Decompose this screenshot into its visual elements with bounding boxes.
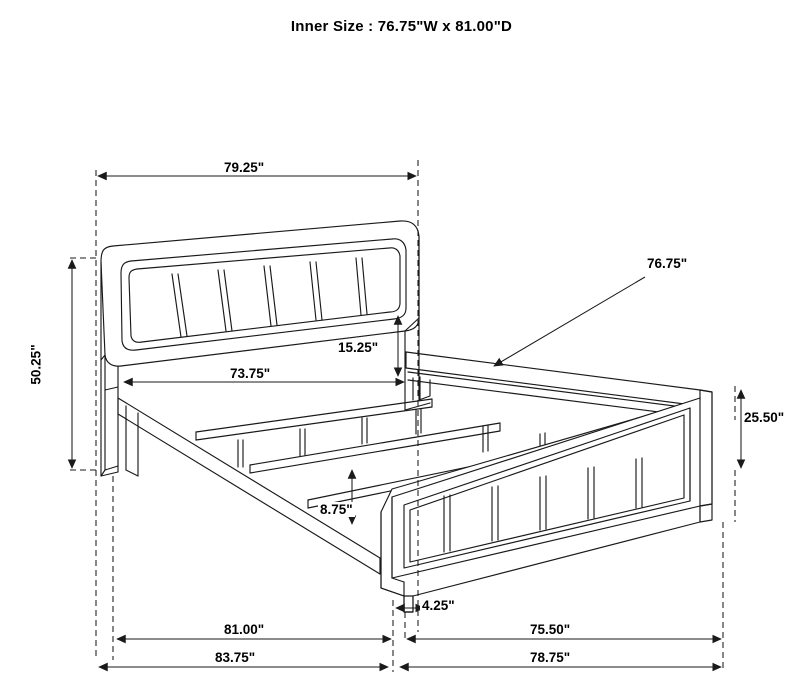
dim-label-bed-length-inner: 81.00"	[224, 622, 265, 637]
dim-label-rail-callout: 76.75"	[647, 256, 688, 271]
dim-label-footboard-width-outer: 78.75"	[530, 650, 571, 665]
dim-label-footboard-height: 25.50"	[744, 410, 785, 425]
bed-outline-group	[101, 221, 712, 612]
dim-label-slat-clearance: 8.75"	[320, 502, 353, 517]
page-title: Inner Size : 76.75"W x 81.00"D	[290, 18, 513, 35]
dim-label-headboard-panel-width: 73.75"	[230, 366, 271, 381]
dim-label-headboard-height: 50.25"	[28, 344, 44, 385]
dim-label-footboard-width-inner: 75.50"	[530, 622, 571, 637]
dim-label-headboard-width-top: 79.25"	[224, 160, 265, 175]
dim-label-foot-post-offset: 4.25"	[422, 598, 455, 613]
dim-label-headboard-panel-height: 15.25"	[338, 340, 379, 355]
dim-76-75-leader	[494, 277, 645, 366]
dim-label-bed-length-outer: 83.75"	[215, 650, 256, 665]
